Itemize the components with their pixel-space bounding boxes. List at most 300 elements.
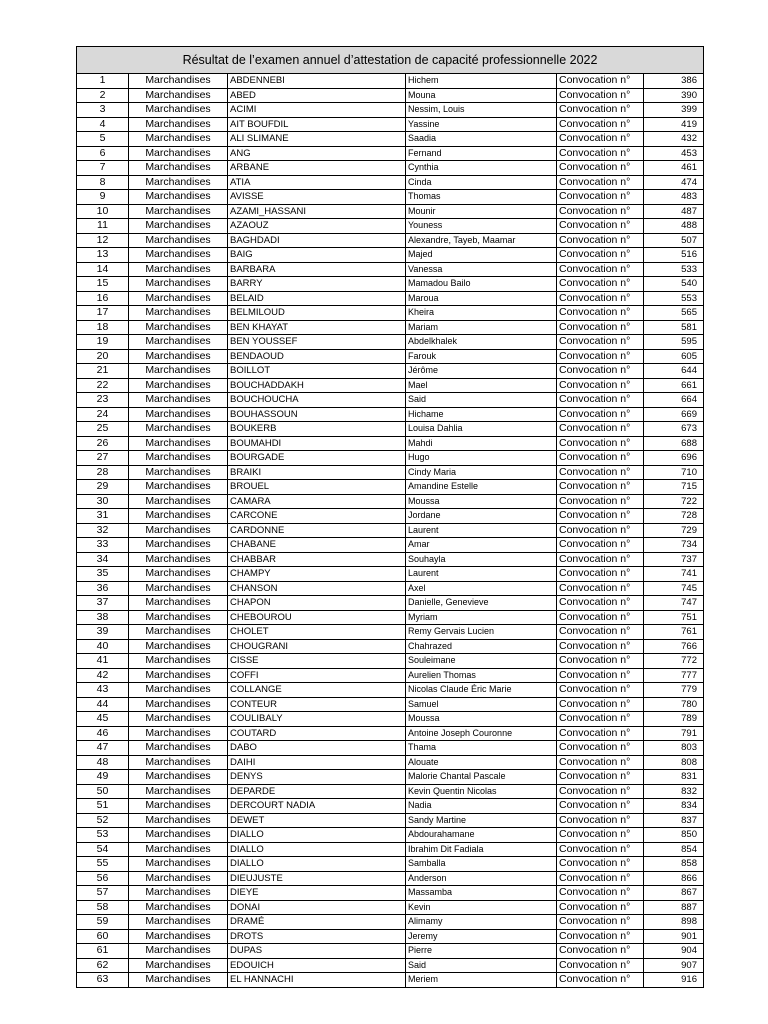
- first-name-cell: Cindy Maria: [406, 465, 557, 480]
- convocation-number-cell: 696: [644, 451, 704, 466]
- first-name-cell: Mariam: [406, 320, 557, 335]
- row-number: 31: [77, 509, 129, 524]
- category-cell: Marchandises: [129, 842, 228, 857]
- convocation-number-cell: 741: [644, 567, 704, 582]
- table-row: [77, 784, 704, 799]
- convocation-number-cell: 832: [644, 784, 704, 799]
- table-row: [77, 668, 704, 683]
- convocation-label-cell: Convocation n°: [557, 712, 644, 727]
- last-name-cell: BARBARA: [228, 262, 406, 277]
- table-row: [77, 813, 704, 828]
- last-name-cell: AIT BOUFDIL: [228, 117, 406, 132]
- convocation-number-cell: 729: [644, 523, 704, 538]
- category-cell: Marchandises: [129, 378, 228, 393]
- first-name-cell: Antoine Joseph Couronne: [406, 726, 557, 741]
- convocation-number-cell: 644: [644, 364, 704, 379]
- category-cell: Marchandises: [129, 175, 228, 190]
- last-name-cell: COUTARD: [228, 726, 406, 741]
- row-number: 14: [77, 262, 129, 277]
- last-name-cell: BEN YOUSSEF: [228, 335, 406, 350]
- convocation-label-cell: Convocation n°: [557, 610, 644, 625]
- convocation-label-cell: Convocation n°: [557, 726, 644, 741]
- results-table: [76, 46, 704, 988]
- table-row: [77, 654, 704, 669]
- convocation-number-cell: 808: [644, 755, 704, 770]
- last-name-cell: CAMARA: [228, 494, 406, 509]
- category-cell: Marchandises: [129, 538, 228, 553]
- last-name-cell: BELMILOUD: [228, 306, 406, 321]
- first-name-cell: Nessim, Louis: [406, 103, 557, 118]
- first-name-cell: Aurelien Thomas: [406, 668, 557, 683]
- table-row: [77, 610, 704, 625]
- convocation-label-cell: Convocation n°: [557, 451, 644, 466]
- table-row: [77, 335, 704, 350]
- table-row: [77, 219, 704, 234]
- last-name-cell: BOUHASSOUN: [228, 407, 406, 422]
- last-name-cell: CHABANE: [228, 538, 406, 553]
- category-cell: Marchandises: [129, 915, 228, 930]
- convocation-label-cell: Convocation n°: [557, 552, 644, 567]
- category-cell: Marchandises: [129, 639, 228, 654]
- table-row: [77, 929, 704, 944]
- convocation-number-cell: 487: [644, 204, 704, 219]
- last-name-cell: BOUKERB: [228, 422, 406, 437]
- table-row: [77, 625, 704, 640]
- category-cell: Marchandises: [129, 552, 228, 567]
- convocation-label-cell: Convocation n°: [557, 88, 644, 103]
- first-name-cell: Louisa Dahlia: [406, 422, 557, 437]
- category-cell: Marchandises: [129, 784, 228, 799]
- convocation-number-cell: 581: [644, 320, 704, 335]
- row-number: 15: [77, 277, 129, 292]
- category-cell: Marchandises: [129, 523, 228, 538]
- row-number: 8: [77, 175, 129, 190]
- row-number: 38: [77, 610, 129, 625]
- row-number: 37: [77, 596, 129, 611]
- row-number: 33: [77, 538, 129, 553]
- convocation-number-cell: 850: [644, 828, 704, 843]
- row-number: 22: [77, 378, 129, 393]
- convocation-number-cell: 780: [644, 697, 704, 712]
- convocation-label-cell: Convocation n°: [557, 683, 644, 698]
- row-number: 62: [77, 958, 129, 973]
- category-cell: Marchandises: [129, 233, 228, 248]
- first-name-cell: Said: [406, 958, 557, 973]
- convocation-number-cell: 904: [644, 944, 704, 959]
- first-name-cell: Remy Gervais Lucien: [406, 625, 557, 640]
- table-row: [77, 175, 704, 190]
- convocation-number-cell: 866: [644, 871, 704, 886]
- convocation-number-cell: 898: [644, 915, 704, 930]
- last-name-cell: DABO: [228, 741, 406, 756]
- category-cell: Marchandises: [129, 683, 228, 698]
- first-name-cell: Fernand: [406, 146, 557, 161]
- category-cell: Marchandises: [129, 132, 228, 147]
- category-cell: Marchandises: [129, 117, 228, 132]
- first-name-cell: Mounir: [406, 204, 557, 219]
- first-name-cell: Ibrahim Dit Fadiala: [406, 842, 557, 857]
- convocation-label-cell: Convocation n°: [557, 770, 644, 785]
- table-row: [77, 349, 704, 364]
- table-row: [77, 364, 704, 379]
- category-cell: Marchandises: [129, 886, 228, 901]
- row-number: 3: [77, 103, 129, 118]
- first-name-cell: Yassine: [406, 117, 557, 132]
- table-row: [77, 509, 704, 524]
- convocation-number-cell: 916: [644, 973, 704, 988]
- table-row: [77, 581, 704, 596]
- table-row: [77, 683, 704, 698]
- convocation-label-cell: Convocation n°: [557, 828, 644, 843]
- table-row: [77, 958, 704, 973]
- category-cell: Marchandises: [129, 480, 228, 495]
- convocation-number-cell: 887: [644, 900, 704, 915]
- row-number: 59: [77, 915, 129, 930]
- convocation-number-cell: 772: [644, 654, 704, 669]
- last-name-cell: COFFI: [228, 668, 406, 683]
- row-number: 39: [77, 625, 129, 640]
- row-number: 47: [77, 741, 129, 756]
- table-row: [77, 233, 704, 248]
- first-name-cell: Laurent: [406, 567, 557, 582]
- row-number: 16: [77, 291, 129, 306]
- last-name-cell: BEN KHAYAT: [228, 320, 406, 335]
- row-number: 30: [77, 494, 129, 509]
- category-cell: Marchandises: [129, 407, 228, 422]
- last-name-cell: COULIBALY: [228, 712, 406, 727]
- last-name-cell: CHEBOUROU: [228, 610, 406, 625]
- first-name-cell: Amar: [406, 538, 557, 553]
- convocation-number-cell: 453: [644, 146, 704, 161]
- table-row: [77, 436, 704, 451]
- last-name-cell: BOUMAHDI: [228, 436, 406, 451]
- first-name-cell: Hichem: [406, 74, 557, 89]
- last-name-cell: ARBANE: [228, 161, 406, 176]
- convocation-label-cell: Convocation n°: [557, 436, 644, 451]
- table-row: [77, 320, 704, 335]
- category-cell: Marchandises: [129, 712, 228, 727]
- convocation-number-cell: 710: [644, 465, 704, 480]
- category-cell: Marchandises: [129, 581, 228, 596]
- category-cell: Marchandises: [129, 393, 228, 408]
- first-name-cell: Cinda: [406, 175, 557, 190]
- last-name-cell: ACIMI: [228, 103, 406, 118]
- convocation-number-cell: 901: [644, 929, 704, 944]
- row-number: 55: [77, 857, 129, 872]
- convocation-label-cell: Convocation n°: [557, 422, 644, 437]
- first-name-cell: Jeremy: [406, 929, 557, 944]
- row-number: 23: [77, 393, 129, 408]
- convocation-label-cell: Convocation n°: [557, 494, 644, 509]
- row-number: 7: [77, 161, 129, 176]
- table-row: [77, 857, 704, 872]
- first-name-cell: Abdelkhalek: [406, 335, 557, 350]
- first-name-cell: Saadia: [406, 132, 557, 147]
- first-name-cell: Pierre: [406, 944, 557, 959]
- first-name-cell: Thama: [406, 741, 557, 756]
- category-cell: Marchandises: [129, 755, 228, 770]
- row-number: 42: [77, 668, 129, 683]
- convocation-label-cell: Convocation n°: [557, 175, 644, 190]
- first-name-cell: Sandy Martine: [406, 813, 557, 828]
- convocation-number-cell: 737: [644, 552, 704, 567]
- first-name-cell: Axel: [406, 581, 557, 596]
- convocation-label-cell: Convocation n°: [557, 857, 644, 872]
- category-cell: Marchandises: [129, 813, 228, 828]
- table-row: [77, 422, 704, 437]
- table-row: [77, 697, 704, 712]
- convocation-label-cell: Convocation n°: [557, 219, 644, 234]
- row-number: 49: [77, 770, 129, 785]
- category-cell: Marchandises: [129, 668, 228, 683]
- last-name-cell: CHANSON: [228, 581, 406, 596]
- category-cell: Marchandises: [129, 349, 228, 364]
- last-name-cell: CHAMPY: [228, 567, 406, 582]
- convocation-number-cell: 734: [644, 538, 704, 553]
- first-name-cell: Mouna: [406, 88, 557, 103]
- first-name-cell: Hugo: [406, 451, 557, 466]
- table-row: [77, 393, 704, 408]
- convocation-label-cell: Convocation n°: [557, 161, 644, 176]
- convocation-label-cell: Convocation n°: [557, 480, 644, 495]
- table-row: [77, 407, 704, 422]
- category-cell: Marchandises: [129, 973, 228, 988]
- convocation-number-cell: 540: [644, 277, 704, 292]
- convocation-number-cell: 777: [644, 668, 704, 683]
- table-row: [77, 799, 704, 814]
- first-name-cell: Mael: [406, 378, 557, 393]
- row-number: 41: [77, 654, 129, 669]
- convocation-number-cell: 837: [644, 813, 704, 828]
- last-name-cell: ABDENNEBI: [228, 74, 406, 89]
- last-name-cell: DIALLO: [228, 842, 406, 857]
- convocation-label-cell: Convocation n°: [557, 146, 644, 161]
- convocation-label-cell: Convocation n°: [557, 973, 644, 988]
- row-number: 17: [77, 306, 129, 321]
- row-number: 5: [77, 132, 129, 147]
- convocation-label-cell: Convocation n°: [557, 204, 644, 219]
- convocation-label-cell: Convocation n°: [557, 378, 644, 393]
- first-name-cell: Vanessa: [406, 262, 557, 277]
- first-name-cell: Massamba: [406, 886, 557, 901]
- row-number: 44: [77, 697, 129, 712]
- convocation-number-cell: 858: [644, 857, 704, 872]
- table-row: [77, 755, 704, 770]
- row-number: 32: [77, 523, 129, 538]
- convocation-number-cell: 831: [644, 770, 704, 785]
- convocation-label-cell: Convocation n°: [557, 190, 644, 205]
- last-name-cell: CHAPON: [228, 596, 406, 611]
- first-name-cell: Laurent: [406, 523, 557, 538]
- table-row: [77, 828, 704, 843]
- category-cell: Marchandises: [129, 857, 228, 872]
- convocation-number-cell: 907: [644, 958, 704, 973]
- first-name-cell: Myriam: [406, 610, 557, 625]
- table-row: [77, 74, 704, 89]
- convocation-number-cell: 507: [644, 233, 704, 248]
- last-name-cell: DROTS: [228, 929, 406, 944]
- row-number: 20: [77, 349, 129, 364]
- convocation-number-cell: 867: [644, 886, 704, 901]
- convocation-number-cell: 661: [644, 378, 704, 393]
- row-number: 54: [77, 842, 129, 857]
- last-name-cell: BOUCHADDAKH: [228, 378, 406, 393]
- row-number: 60: [77, 929, 129, 944]
- convocation-number-cell: 779: [644, 683, 704, 698]
- first-name-cell: Chahrazed: [406, 639, 557, 654]
- category-cell: Marchandises: [129, 654, 228, 669]
- convocation-label-cell: Convocation n°: [557, 929, 644, 944]
- category-cell: Marchandises: [129, 871, 228, 886]
- table-row: [77, 770, 704, 785]
- convocation-number-cell: 715: [644, 480, 704, 495]
- row-number: 57: [77, 886, 129, 901]
- last-name-cell: AZAOUZ: [228, 219, 406, 234]
- convocation-label-cell: Convocation n°: [557, 277, 644, 292]
- category-cell: Marchandises: [129, 451, 228, 466]
- first-name-cell: Malorie Chantal Pascale: [406, 770, 557, 785]
- first-name-cell: Samballa: [406, 857, 557, 872]
- convocation-number-cell: 419: [644, 117, 704, 132]
- first-name-cell: Said: [406, 393, 557, 408]
- last-name-cell: CHOLET: [228, 625, 406, 640]
- category-cell: Marchandises: [129, 596, 228, 611]
- convocation-label-cell: Convocation n°: [557, 755, 644, 770]
- convocation-label-cell: Convocation n°: [557, 639, 644, 654]
- table-row: [77, 291, 704, 306]
- last-name-cell: ALI SLIMANE: [228, 132, 406, 147]
- table-row: [77, 552, 704, 567]
- convocation-number-cell: 516: [644, 248, 704, 263]
- convocation-label-cell: Convocation n°: [557, 523, 644, 538]
- last-name-cell: DUPAS: [228, 944, 406, 959]
- convocation-number-cell: 745: [644, 581, 704, 596]
- convocation-number-cell: 483: [644, 190, 704, 205]
- convocation-number-cell: 399: [644, 103, 704, 118]
- table-row: [77, 523, 704, 538]
- convocation-label-cell: Convocation n°: [557, 349, 644, 364]
- table-row: [77, 132, 704, 147]
- convocation-number-cell: 722: [644, 494, 704, 509]
- last-name-cell: CISSE: [228, 654, 406, 669]
- table-row: [77, 842, 704, 857]
- last-name-cell: CARDONNE: [228, 523, 406, 538]
- first-name-cell: Alouate: [406, 755, 557, 770]
- last-name-cell: BOURGADE: [228, 451, 406, 466]
- first-name-cell: Moussa: [406, 712, 557, 727]
- row-number: 36: [77, 581, 129, 596]
- row-number: 13: [77, 248, 129, 263]
- category-cell: Marchandises: [129, 88, 228, 103]
- table-row: [77, 161, 704, 176]
- convocation-label-cell: Convocation n°: [557, 306, 644, 321]
- last-name-cell: ANG: [228, 146, 406, 161]
- convocation-label-cell: Convocation n°: [557, 567, 644, 582]
- category-cell: Marchandises: [129, 422, 228, 437]
- last-name-cell: CHOUGRANI: [228, 639, 406, 654]
- table-row: [77, 596, 704, 611]
- convocation-label-cell: Convocation n°: [557, 248, 644, 263]
- convocation-number-cell: 673: [644, 422, 704, 437]
- category-cell: Marchandises: [129, 335, 228, 350]
- category-cell: Marchandises: [129, 204, 228, 219]
- category-cell: Marchandises: [129, 219, 228, 234]
- last-name-cell: DIEYE: [228, 886, 406, 901]
- row-number: 18: [77, 320, 129, 335]
- category-cell: Marchandises: [129, 944, 228, 959]
- convocation-number-cell: 791: [644, 726, 704, 741]
- convocation-number-cell: 432: [644, 132, 704, 147]
- convocation-label-cell: Convocation n°: [557, 697, 644, 712]
- last-name-cell: COLLANGE: [228, 683, 406, 698]
- convocation-number-cell: 595: [644, 335, 704, 350]
- results-table-body: [77, 47, 704, 988]
- row-number: 9: [77, 190, 129, 205]
- convocation-number-cell: 751: [644, 610, 704, 625]
- table-row: [77, 146, 704, 161]
- last-name-cell: BOUCHOUCHA: [228, 393, 406, 408]
- category-cell: Marchandises: [129, 799, 228, 814]
- row-number: 6: [77, 146, 129, 161]
- table-row: [77, 378, 704, 393]
- last-name-cell: DIALLO: [228, 828, 406, 843]
- row-number: 4: [77, 117, 129, 132]
- first-name-cell: Amandine Estelle: [406, 480, 557, 495]
- category-cell: Marchandises: [129, 320, 228, 335]
- last-name-cell: BOILLOT: [228, 364, 406, 379]
- row-number: 1: [77, 74, 129, 89]
- last-name-cell: EL HANNACHI: [228, 973, 406, 988]
- category-cell: Marchandises: [129, 277, 228, 292]
- last-name-cell: DIALLO: [228, 857, 406, 872]
- convocation-number-cell: 390: [644, 88, 704, 103]
- convocation-label-cell: Convocation n°: [557, 915, 644, 930]
- table-row: [77, 712, 704, 727]
- convocation-label-cell: Convocation n°: [557, 103, 644, 118]
- table-row: [77, 262, 704, 277]
- row-number: 58: [77, 900, 129, 915]
- first-name-cell: Kevin Quentin Nicolas: [406, 784, 557, 799]
- convocation-number-cell: 605: [644, 349, 704, 364]
- first-name-cell: Kheira: [406, 306, 557, 321]
- last-name-cell: AVISSE: [228, 190, 406, 205]
- category-cell: Marchandises: [129, 610, 228, 625]
- convocation-label-cell: Convocation n°: [557, 625, 644, 640]
- convocation-label-cell: Convocation n°: [557, 842, 644, 857]
- last-name-cell: BAGHDADI: [228, 233, 406, 248]
- row-number: 10: [77, 204, 129, 219]
- row-number: 29: [77, 480, 129, 495]
- convocation-number-cell: 664: [644, 393, 704, 408]
- row-number: 53: [77, 828, 129, 843]
- last-name-cell: DONAI: [228, 900, 406, 915]
- table-row: [77, 306, 704, 321]
- last-name-cell: BRAIKI: [228, 465, 406, 480]
- row-number: 46: [77, 726, 129, 741]
- convocation-label-cell: Convocation n°: [557, 335, 644, 350]
- convocation-number-cell: 461: [644, 161, 704, 176]
- first-name-cell: Alimamy: [406, 915, 557, 930]
- first-name-cell: Mahdi: [406, 436, 557, 451]
- table-row: [77, 494, 704, 509]
- convocation-number-cell: 533: [644, 262, 704, 277]
- first-name-cell: Jérôme: [406, 364, 557, 379]
- row-number: 40: [77, 639, 129, 654]
- category-cell: Marchandises: [129, 248, 228, 263]
- convocation-label-cell: Convocation n°: [557, 741, 644, 756]
- row-number: 63: [77, 973, 129, 988]
- last-name-cell: CHABBAR: [228, 552, 406, 567]
